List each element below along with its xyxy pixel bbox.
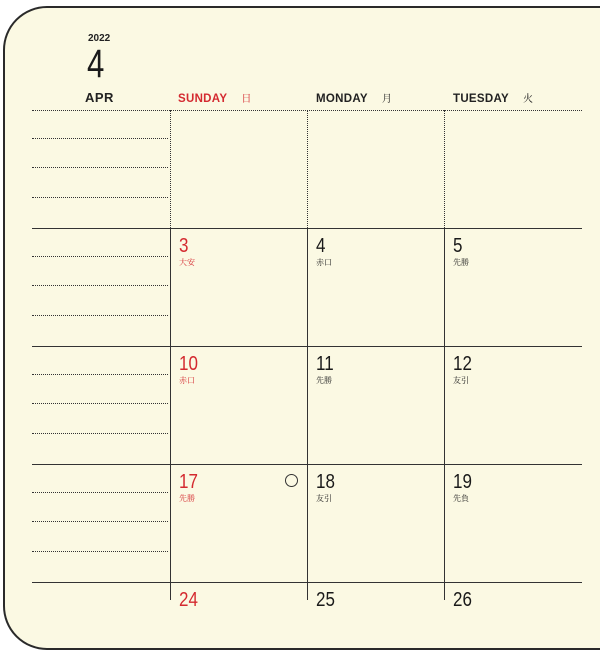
rokuyo-label: 先勝 <box>453 258 469 267</box>
header-monday-jp: 月 <box>381 94 393 105</box>
rokuyo-label: 先勝 <box>316 376 332 385</box>
header-monday <box>316 90 392 105</box>
notes-line <box>32 138 168 139</box>
rokuyo-label: 大安 <box>179 258 195 267</box>
notes-line <box>32 433 168 434</box>
column-divider <box>444 110 445 228</box>
notes-line <box>32 197 168 198</box>
rokuyo-label: 赤口 <box>179 376 195 385</box>
rokuyo-label: 先勝 <box>179 494 195 503</box>
day-number: 18 <box>316 471 335 493</box>
notes-line <box>32 492 168 493</box>
day-number: 3 <box>179 235 189 257</box>
notes-line <box>32 403 168 404</box>
day-number: 19 <box>453 471 472 493</box>
column-divider <box>307 228 308 600</box>
notes-line <box>32 256 168 257</box>
day-number: 26 <box>453 589 472 611</box>
notes-line <box>32 551 168 552</box>
day-number: 25 <box>316 589 335 611</box>
day-number: 10 <box>179 353 198 375</box>
rokuyo-label: 友引 <box>316 494 332 503</box>
header-sunday-jp: 日 <box>241 94 252 105</box>
notes-line <box>32 167 168 168</box>
day-number: 17 <box>179 471 198 493</box>
column-divider <box>170 110 171 228</box>
column-divider <box>444 228 445 600</box>
day-number: 24 <box>179 589 198 611</box>
month-number: 4 <box>87 42 105 86</box>
header-tuesday-jp: 火 <box>523 94 534 105</box>
header-tuesday-en: TUESDAY <box>453 93 509 105</box>
header-tuesday <box>453 90 533 105</box>
notes-line <box>32 374 168 375</box>
column-divider <box>170 228 171 600</box>
notes-line <box>32 315 168 316</box>
rokuyo-label: 友引 <box>453 376 469 385</box>
month-name: APR <box>85 90 114 105</box>
notes-line <box>32 285 168 286</box>
header-sunday <box>178 90 252 105</box>
circle-mark-icon <box>285 474 298 487</box>
day-number: 12 <box>453 353 472 375</box>
column-divider <box>307 110 308 228</box>
rokuyo-label: 先負 <box>453 494 469 503</box>
notes-line <box>32 521 168 522</box>
rokuyo-label: 赤口 <box>316 258 332 267</box>
year-label: 2022 <box>88 33 111 44</box>
header-sunday-en: SUNDAY <box>178 93 228 105</box>
day-number: 4 <box>316 235 326 257</box>
day-number: 5 <box>453 235 463 257</box>
header-monday-en: MONDAY <box>316 93 368 105</box>
day-number: 11 <box>316 353 334 375</box>
